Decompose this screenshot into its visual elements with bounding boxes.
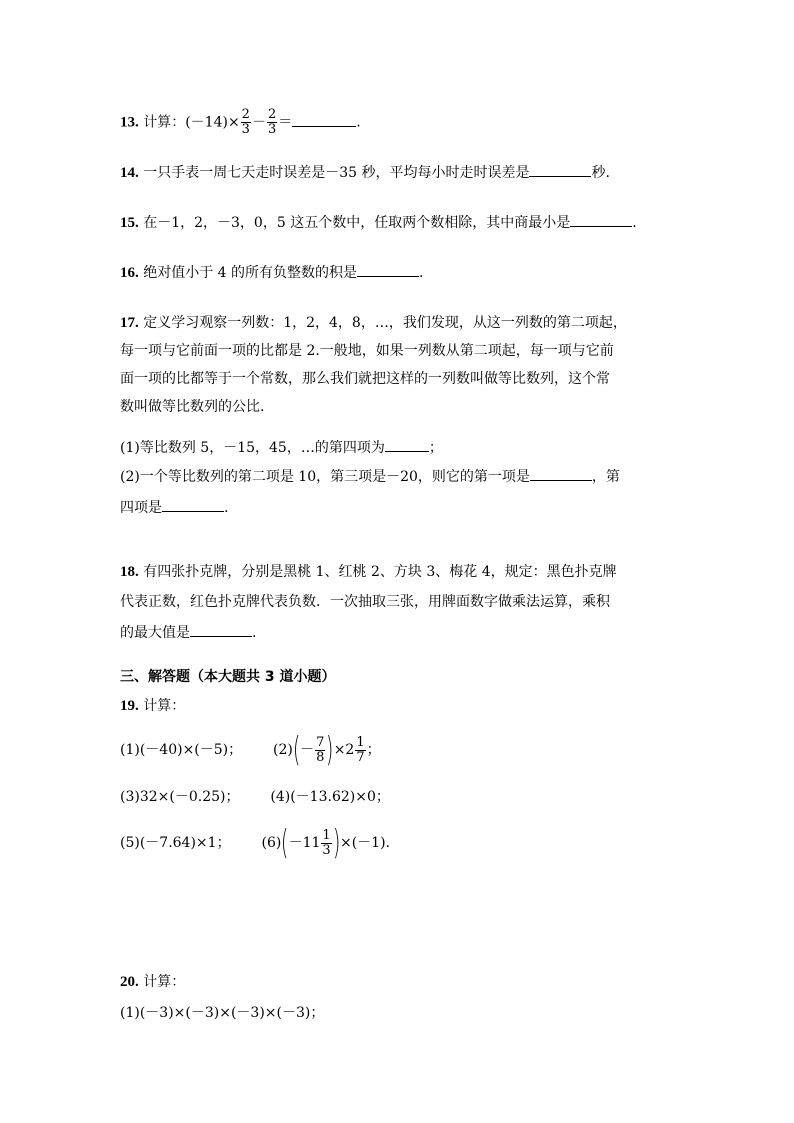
sub-item-6 [261, 823, 390, 863]
question-13 [120, 108, 361, 137]
denominator: 3 [241, 122, 250, 137]
question-19-row-3 [120, 823, 390, 863]
question-17 [120, 313, 627, 333]
question-text: 的最大值是 [120, 625, 190, 641]
sub-item-1: (1)(－40)×(－5)； [120, 742, 243, 758]
question-20-item-1: (1)(－3)×(－3)×(－3)×(－3)； [120, 1005, 325, 1021]
question-19 [120, 696, 185, 716]
question-18 [120, 562, 617, 582]
answer-blank[interactable] [530, 466, 592, 481]
question-19-row-2 [120, 787, 390, 807]
left-paren: ( [281, 823, 289, 863]
punctuation: ； [366, 742, 381, 758]
sub-item-5: (5)(－7.64)×1； [120, 835, 231, 851]
operator: ×2 [333, 742, 355, 758]
answer-blank[interactable] [385, 437, 429, 452]
sub-item-3: (3)32×(－0.25)； [120, 789, 240, 805]
fraction [321, 829, 331, 858]
answer-blank[interactable] [529, 162, 591, 177]
denominator: 7 [356, 749, 365, 765]
question-17-line-3: 面一项的比都等于一个常数，那么我们就把这样的一列数叫做等比数列，这个常 [120, 371, 610, 387]
numerator: 2 [241, 107, 250, 122]
fraction [355, 736, 365, 765]
sub-item-4: (4)(－13.62)×0； [270, 789, 390, 805]
question-18-line-2: 代表正数，红色扑克牌代表负数．一次抽取三张，用牌面数字做乘法运算，乘积 [120, 594, 610, 610]
right-paren: ) [332, 823, 340, 863]
question-15 [120, 212, 637, 233]
question-number: 19. [120, 698, 139, 714]
part-text: (1)等比数列 5，－15，45，…的第四项为 [120, 440, 385, 456]
left-paren: ( [292, 730, 301, 770]
question-text: 计算： [143, 974, 186, 990]
punctuation: ； [428, 440, 443, 456]
question-number: 16. [120, 265, 139, 281]
part-text: 四项是 [120, 500, 162, 516]
question-text: 绝对值小于 4 的所有负整数的积是 [143, 265, 358, 281]
question-17-part-2-cont [120, 497, 228, 518]
question-number: 13. [120, 114, 139, 131]
question-16 [120, 262, 423, 283]
question-number: 17. [120, 315, 139, 331]
item-label: (6) [261, 835, 282, 851]
question-14 [120, 162, 610, 183]
question-number: 18. [120, 564, 139, 580]
question-18-line-3 [120, 622, 256, 643]
question-text: 计算：(－14)× [143, 114, 240, 131]
operator: ×(－1). [339, 835, 390, 851]
question-text: 在－1，2，－3，0，5 这五个数中，任取两个数相除，其中商最小是 [143, 215, 571, 231]
punctuation: 秒. [591, 165, 610, 181]
numerator: 7 [316, 734, 325, 750]
question-text: 计算： [143, 698, 186, 714]
denominator: 8 [316, 749, 325, 765]
numerator: 2 [267, 107, 277, 122]
question-text: 一只手表一周七天走时误差是－35 秒，平均每小时走时误差是 [143, 165, 530, 181]
answer-blank[interactable] [162, 497, 224, 512]
right-paren: ) [326, 730, 334, 770]
punctuation: . [419, 265, 424, 281]
fraction [315, 736, 325, 765]
punctuation: . [224, 500, 229, 516]
denominator: 3 [267, 122, 277, 137]
answer-blank[interactable] [357, 262, 419, 277]
answer-blank[interactable] [190, 622, 252, 637]
fraction [267, 108, 277, 137]
part-text: ，第 [591, 469, 620, 485]
question-17-part-1 [120, 437, 443, 458]
whole-part: －11 [288, 835, 321, 851]
punctuation: . [252, 625, 257, 641]
answer-blank[interactable] [570, 212, 632, 227]
question-19-row-1 [120, 730, 381, 770]
question-text: 定义学习观察一列数：1，2，4，8，…，我们发现，从这一列数的第二项起， [143, 315, 627, 331]
question-17-line-2: 每一项与它前面一项的比都是 2.一般地，如果一列数从第二项起，每一项与它前 [120, 343, 614, 359]
operator: － [251, 114, 266, 131]
punctuation: . [356, 114, 361, 131]
question-20 [120, 972, 185, 992]
numerator: 1 [322, 827, 331, 843]
operator: ＝ [278, 114, 293, 131]
question-number: 15. [120, 215, 139, 231]
answer-blank[interactable] [292, 112, 356, 127]
section-heading: 三、解答题（本大题共 3 道小题） [120, 669, 336, 685]
question-number: 20. [120, 974, 139, 990]
part-text: (2)一个等比数列的第二项是 10，第三项是－20，则它的第一项是 [120, 469, 530, 485]
sub-item-2 [273, 730, 381, 770]
denominator: 3 [322, 842, 331, 858]
operator: － [300, 742, 315, 758]
numerator: 1 [356, 734, 365, 750]
punctuation: . [632, 215, 637, 231]
fraction [241, 108, 251, 137]
question-17-part-2 [120, 466, 620, 487]
question-text: 有四张扑克牌，分别是黑桃 1、红桃 2、方块 3、梅花 4，规定：黑色扑克牌 [143, 564, 617, 580]
item-label: (2) [273, 742, 293, 758]
question-number: 14. [120, 165, 139, 181]
question-17-line-4: 数叫做等比数列的公比. [120, 399, 265, 415]
